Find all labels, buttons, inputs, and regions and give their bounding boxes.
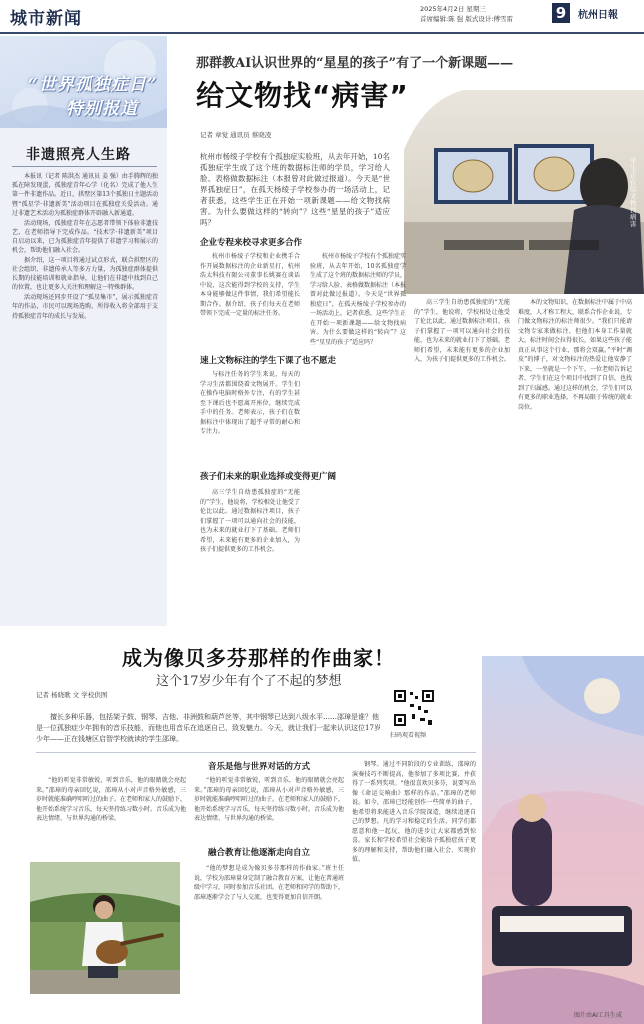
left-article-body [12, 172, 158, 321]
section-heading: 速上文物标注的学生下课了也不愿走 [200, 356, 337, 366]
article-byline: 记者 章觉 通讯员 蔡晓凌 [200, 131, 272, 139]
left-article-headline: 非遗照亮人生路 [26, 147, 131, 163]
bottom-article-byline: 记者 杨晓歌 文 学校供图 [36, 691, 108, 699]
article-column [194, 864, 344, 1014]
illustration-art [482, 656, 644, 1024]
paragraph: 本报讯（记者 陈洪杰 通讯员 姜 强）由手腾辉的独孤在障发现蛋，孤独症青年心学（化名）完成了他人生第一件非遗作品。近日，拱墅区第13个孤独日主题活动暨“孤星学·非遗新美”活动项目在孤独症关爱活动。通过非遗艺术活动为孤独症群体开辟融入新通道。 [12, 173, 158, 217]
bottom-article-subtitle: 这个17岁少年有个了不起的梦想 [156, 674, 342, 689]
bottom-article-title: 成为像贝多芬那样的作曲家！ [122, 646, 395, 670]
paragraph: 杭州市杨绫子学校有个孤独症实验班，从去年开始，10名孤独症学生成了这个班的数据标注师的学员，学习给人脸、表格做数据标注（本报曾对此做过报道）。今天是“世界孤独症日”，在孤天杨绫子学校参办的一场活动上，记者获悉，这些学生正在开始一项新课题——给文物找病害。为什么要做这样的“转向”？这些“星星的孩子”适应吗？ [310, 253, 406, 346]
paragraph: 与标注任务的学生来说，每天的学习生活都围绕着文物展开。学生们在操作电脑时格外专注，有的学生甚至下课后也不愿离开座位，继续完成手中的任务。老师表示，孩子们在数据标注中体现出了超乎寻常的耐心和专注力。 [200, 371, 300, 435]
paragraph: “他的梦想是成为像贝多芬那样的作曲家。”班主任说，学校为邵璋量身定制了融合教育方案，让他在普通班级中学习，同时参加音乐社团。在老师和同学的帮助下，邵璋逐渐学会了与人交流，也变得更加自信开朗。 [194, 865, 344, 901]
paragraph: 据介绍，这一项目将通过试点形式，联合拱墅区的社会组织、非遗传承人等多方力量，为孤独症群体提供长期的技能培训和就业指导，让他们在非遗中找到自己的位置，也让更多人关注和理解这一特殊群体。 [12, 256, 158, 292]
section-heading: 融合教育让他逐渐走向自立 [208, 848, 311, 858]
article-column [36, 776, 186, 858]
divider [12, 166, 157, 167]
paragraph: 高三学生自幼患孤独症的“无能的”学生，他说将，学校相处让他受了伦比以此。通过数据标注项目，孩子们掌握了一项可以通向社会的技能，也为未来的就业打下了基础。老师们希望，未来能有更多的企业加入，为孩子们提供更多的工作机会。 [414, 299, 510, 363]
article-column [194, 776, 344, 838]
article-lede: 杭州市杨绫子学校有个孤独症实验班，从去年开始，10名孤独症学生成了这个班的数据标注师的学员，学习给人脸、表格做数据标注（本报曾对此做过报道）。今天是“世界孤独症日”，在孤天杨绫子学校参办的一场活动上，记者获悉，这些学生正在开始一项新课题——给文物找病害。为什么要做这样的“转向”？这些“星星的孩子”适应吗？ [200, 152, 390, 227]
special-title-line-1: “世界孤独症日” [28, 75, 158, 95]
classroom-photo-icon [404, 90, 644, 294]
paragraph: 杭州市杨绫子学校和企业携手合作开展数据标注的企业新星打，杭州浩太科技有限公司董事长姚赛在谈话中说，这次能得到学校的支持，学生本身能够做这件事情，我们希望能长期合作。据介绍，孩子们每天在老师带领下完成一定量的标注任务。 [200, 253, 300, 317]
paragraph: 高三学生自幼患孤独症的“无能的”学生，他说将，学校相处让他受了伦比以此。通过数据标注项目，孩子们掌握了一项可以通向社会的技能，也为未来的就业打下了基础。老师们希望，未来能有更多的企业加入，为孩子们提供更多的工作机会。 [200, 489, 300, 553]
paragraph: 活动现场还同步开设了“孤星集市”，展示孤独症青年的作品，市民可以现场选购，所得收入将全部用于支持孤独症青年的成长与发展。 [12, 294, 158, 320]
article-column [518, 298, 632, 614]
date-line [420, 4, 513, 24]
paragraph: “他的听觉非常敏锐，听到音乐，他的眼睛就会亮起来。”邵璋的母亲回忆说，邵璋从小对声音格外敏感，三岁时就能准确哼唱听过的曲子。在老师和家人的鼓励下，他开始系统学习音乐，每天坚持练习数小时。音乐成为他表达情绪、与世界沟通的桥梁。 [36, 777, 186, 822]
paragraph: “他的听觉非常敏锐，听到音乐，他的眼睛就会亮起来。”邵璋的母亲回忆说，邵璋从小对声音格外敏感，三岁时就能准确哼唱听过的曲子。在老师和家人的鼓励下，他开始系统学习音乐，每天坚持练习数小时。音乐成为他表达情绪、与世界沟通的桥梁。 [194, 777, 344, 822]
bottom-article-lede: 擅长多种乐器，包括架子鼓、钢琴、吉他、非洲鼓和葫芦丝等，其中钢琴已达到八级水平……邵璋是谁？他是一位孤独症少年拥有的音乐技能，而他也用音乐在追逐自己，致发魅力。今天，就让我们一起来认识这位17岁少年——正在钱塘区启智学校就读的学生邵璋。 [36, 713, 381, 743]
left-column [0, 36, 167, 626]
students-photo [404, 90, 644, 294]
divider [36, 752, 476, 753]
article-column [414, 298, 510, 614]
page-header [0, 0, 644, 34]
image-credit: 图片由AI工具生成 [574, 1012, 622, 1019]
paragraph: 活动现场，孤独症青年在志愿者带领下体验非遗技艺，在老师指导下完成作品。“技术学·非遗新美”项目自启动以来，已为孤独症青年提供了非遗学习和展示的机会，帮助他们融入社会。 [12, 219, 158, 255]
article-kicker: 那群教AI认识世界的“星星的孩子”有了一个新课题—— [196, 56, 514, 71]
editor-text: 首席编辑:陈 强 版式设计:傅雪雷 [420, 15, 514, 23]
date-text: 2025年4月2日 星期三 [420, 5, 486, 13]
article-column [200, 252, 300, 348]
photo-caption: 学生正在给文物找病害 [630, 157, 637, 228]
qr-caption: 扫码观看视频 [390, 732, 427, 739]
article-title: 给文物找“病害” [196, 79, 409, 112]
guitar-photo [30, 862, 180, 994]
page-number: 9 [552, 3, 570, 23]
section-heading: 孩子们未来的职业选择或变得更广阔 [200, 472, 337, 482]
section-name: 城市新闻 [10, 9, 82, 29]
article-column [310, 252, 406, 614]
section-heading: 音乐是他与世界对话的方式 [208, 762, 311, 772]
article-column [200, 488, 300, 614]
guitar-player-photo-icon [30, 862, 180, 994]
masthead-logo: 杭州日報 [578, 10, 618, 21]
piano-illustration-icon [482, 656, 644, 1024]
special-title-line-2: 特别报道 [66, 99, 138, 119]
paragraph: 本的文物知识，在数据标注中属于中高难度，人才称工程大，联系合作企业说，专门做文物标注的标注师很少。“我们只能请文物专家来做标注，但他们本身工作量就大，标注时间会拉得很长，如果这些孩子能真正从事这个行业，那将会双赢。”平时“调皮”的博子，对文物标注的热爱让他安静了下来，一坐就是一个下午。一位老师告诉记者，学生们在这个项目中找到了自信，也找到了归属感。通过这样的机会，学生们可以有更多的职业选择，不再局限于传统的就业岗位。 [518, 299, 632, 411]
section-heading: 企业专程来校寻求更多合作 [200, 238, 303, 248]
special-report-banner [0, 36, 167, 128]
paragraph: 钢琴。通过不同阶段的专业训练，邵璋的演奏技巧不断提高，他参加了多项比赛，并获得了一系列奖项。“他很喜欢贝多芬，说要写出像《命运交响曲》那样的作品。”邵璋的老师说。如今，邵璋已经能创作一些简单的曲子，他希望将来能进入音乐学院深造，继续追逐自己的梦想。凡的学习和稳定的生活，同学们都愿意和他一起玩，他的进步让大家都感到惊喜。家长和学校希望社会能给予孤独症孩子更多的理解和支持，帮助他们融入社会、实现价值。 [352, 761, 476, 863]
qr-code[interactable] [392, 688, 436, 728]
article-column [200, 370, 300, 466]
qr-code-icon [392, 688, 436, 728]
article-column [352, 760, 476, 1014]
